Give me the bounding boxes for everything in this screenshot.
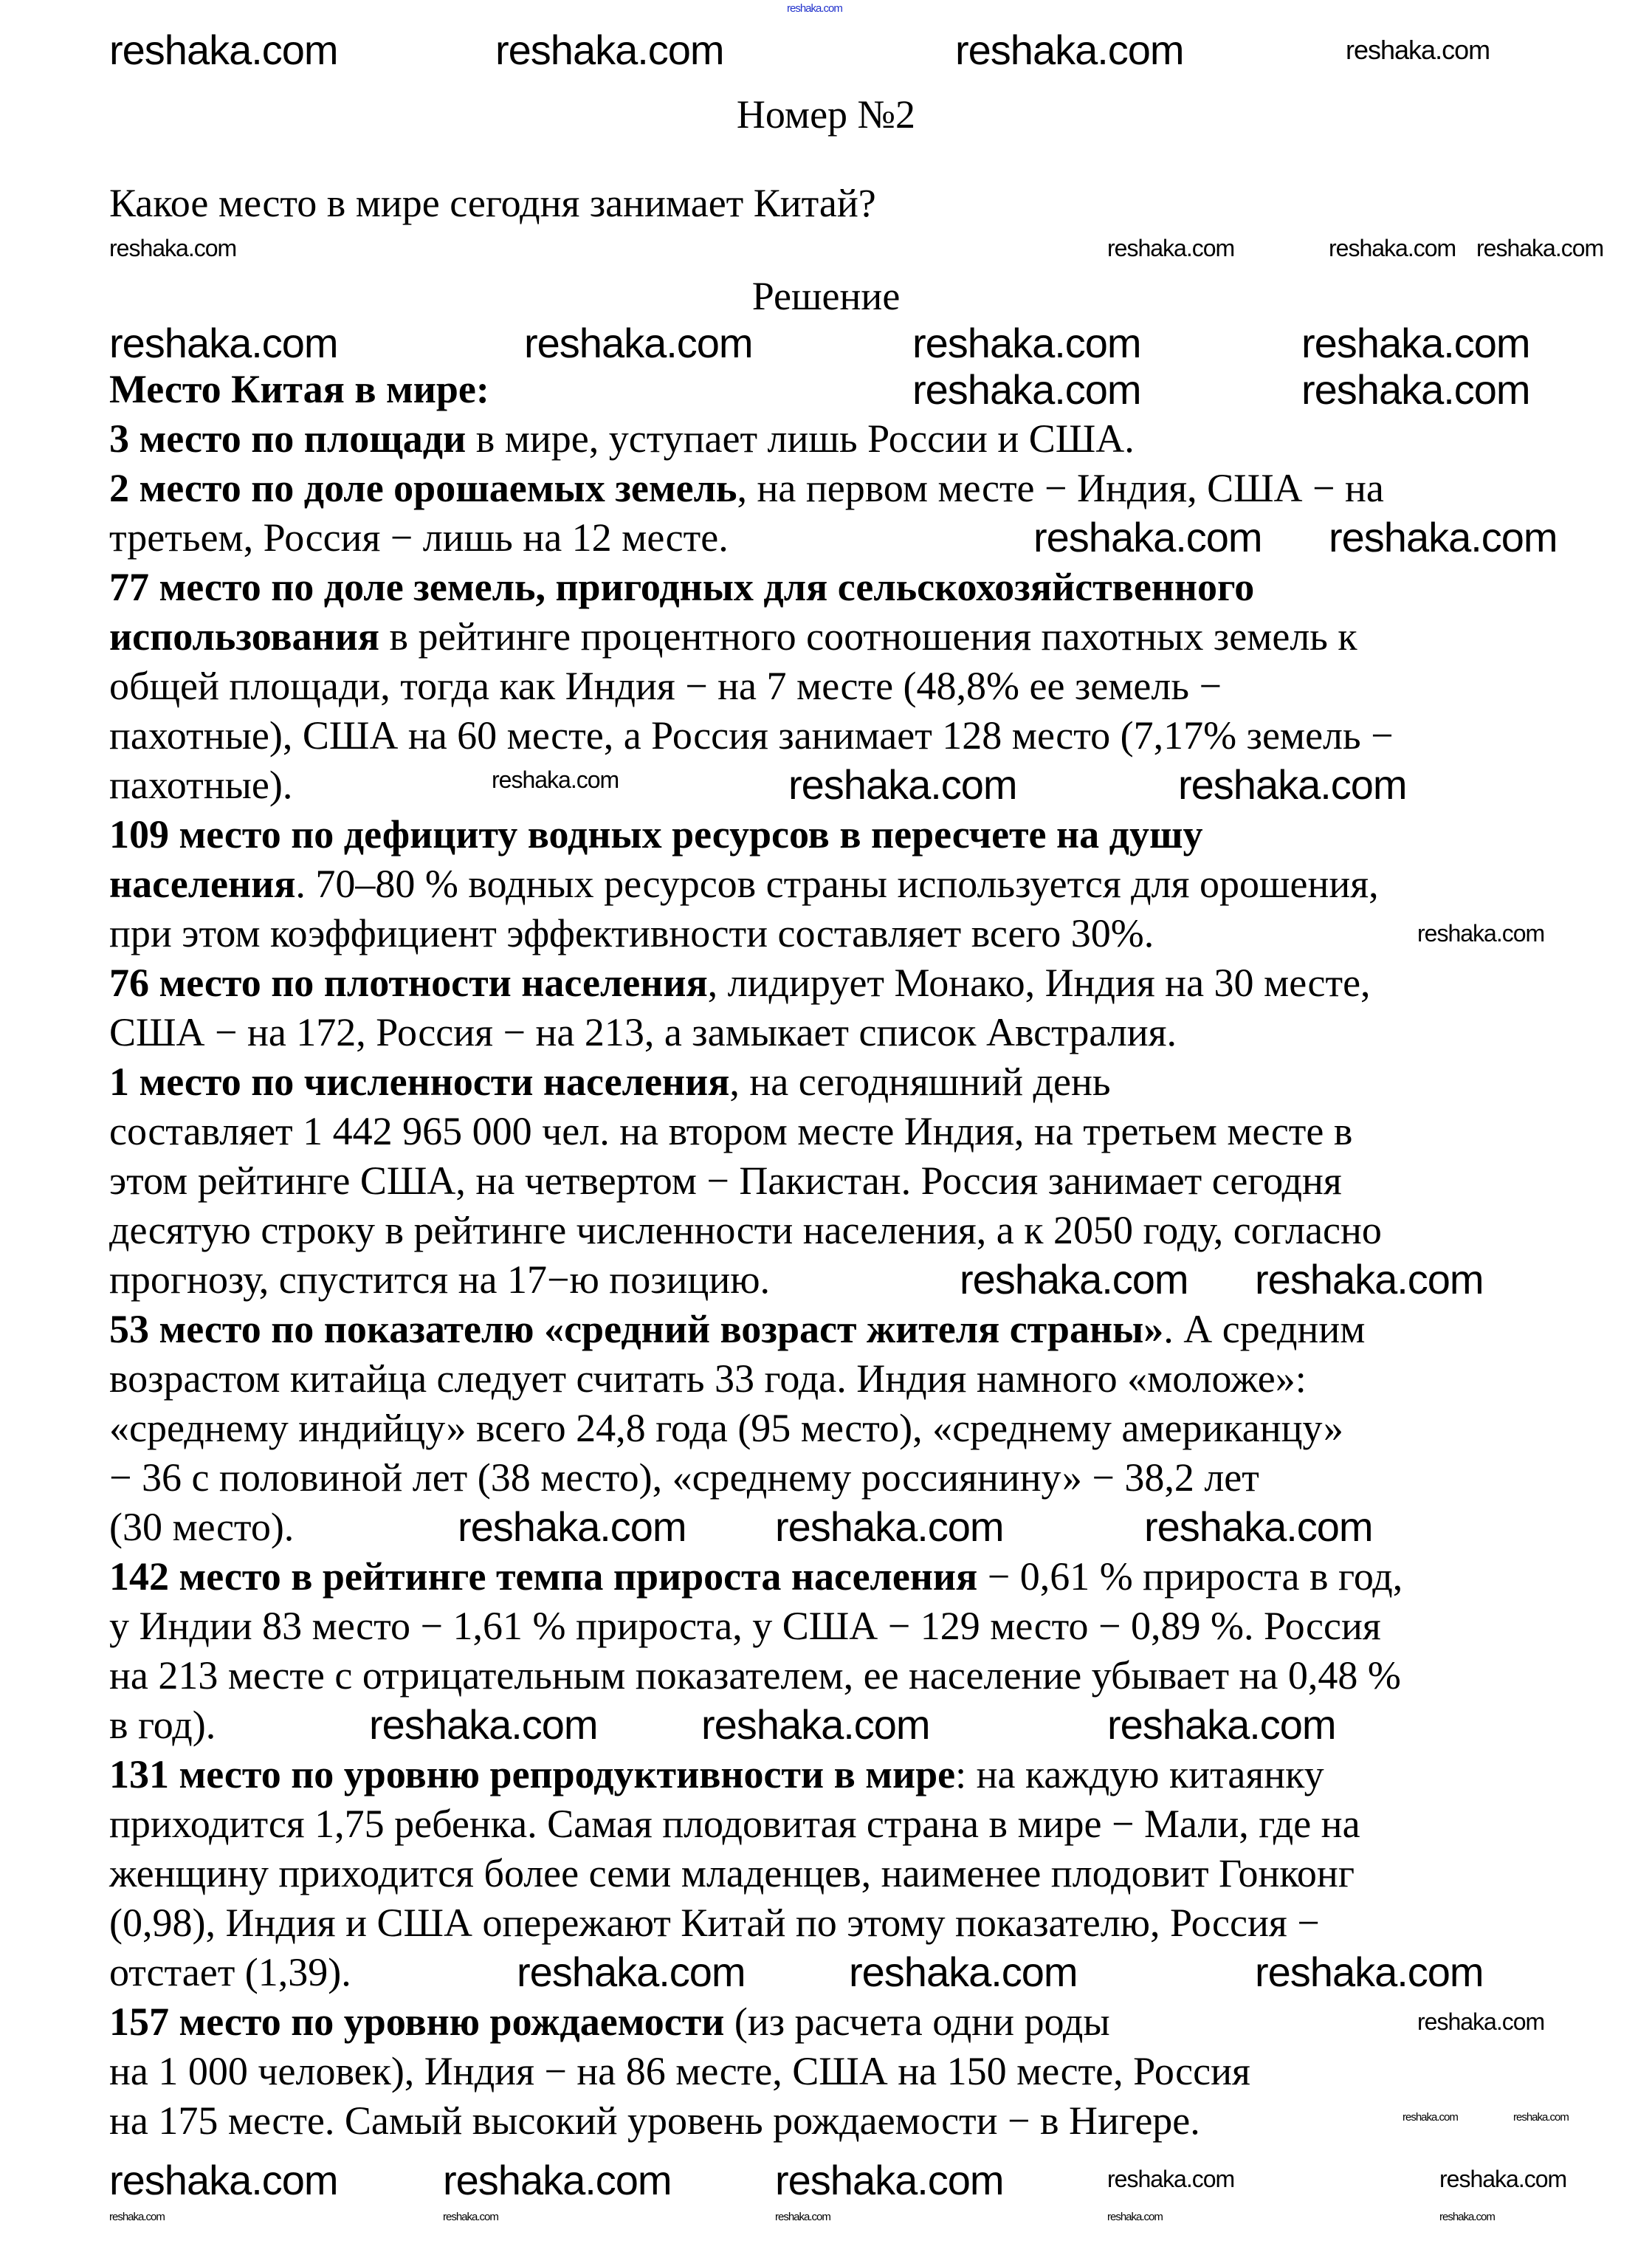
watermark: reshaka.com: [109, 2157, 338, 2203]
line-text: возрастом китайца следует считать 33 года. Индия намного «моложе»:: [109, 1356, 1307, 1401]
text-line: [109, 1206, 1403, 1255]
text-line: [109, 464, 1403, 513]
line-text: . А средним: [1163, 1307, 1366, 1351]
watermark: reshaka.com: [787, 2, 842, 15]
text-line: [109, 1602, 1403, 1651]
watermark: reshaka.com: [1255, 1256, 1484, 1302]
watermark: reshaka.com: [1439, 2166, 1567, 2192]
bold-lead: 2 место по доле орошаемых земель: [109, 466, 737, 510]
watermark: reshaka.com: [1403, 2111, 1458, 2124]
text-line: [109, 711, 1403, 761]
watermark: reshaka.com: [1107, 2166, 1235, 2192]
text-line: [109, 1057, 1403, 1107]
watermark: reshaka.com: [1513, 2111, 1569, 2124]
line-text: составляет 1 442 965 000 чел. на втором месте Индия, на третьем месте в: [109, 1109, 1353, 1153]
watermark: reshaka.com: [109, 2211, 165, 2223]
text-line: [109, 859, 1403, 909]
solution-heading: Решение: [751, 274, 901, 318]
text-line: [109, 1750, 1403, 1799]
line-text: . 70–80 % водных ресурсов страны используется для орошения,: [295, 862, 1379, 906]
watermark: reshaka.com: [517, 1949, 746, 1995]
watermark: reshaka.com: [369, 1701, 598, 1748]
text-line: [109, 365, 1403, 414]
text-line: [109, 2047, 1403, 2096]
watermark: reshaka.com: [1417, 920, 1545, 947]
line-text: «среднему индийцу» всего 24,8 года (95 место), «среднему американцу»: [109, 1406, 1343, 1450]
line-text: на 213 месте с отрицательным показателем, ее население убывает на 0,48 %: [109, 1653, 1401, 1698]
text-line: [109, 1354, 1403, 1404]
watermark: reshaka.com: [1439, 2211, 1495, 2223]
text-line: [109, 662, 1403, 711]
line-text: : на каждую китаянку: [955, 1752, 1324, 1796]
line-text: в мире, уступает лишь России и США.: [466, 416, 1135, 461]
text-line: [109, 810, 1403, 859]
bold-lead: Место Китая в мире:: [109, 367, 489, 411]
watermark: reshaka.com: [1417, 2008, 1545, 2035]
watermark: reshaka.com: [1107, 235, 1235, 261]
watermark: reshaka.com: [109, 27, 338, 73]
text-line: [109, 909, 1403, 958]
text-line: [109, 1255, 1403, 1305]
line-text: (30 место).: [109, 1505, 295, 1549]
text-line: [109, 1849, 1403, 1898]
line-text: , на сегодняшний день: [729, 1060, 1111, 1104]
watermark: reshaka.com: [109, 320, 338, 366]
text-line: [109, 1008, 1403, 1057]
text-line: [109, 1305, 1403, 1354]
solution-body: [109, 365, 1403, 2146]
line-text: приходится 1,75 ребенка. Самая плодовитая страна в мире − Мали, где на: [109, 1802, 1360, 1846]
watermark: reshaka.com: [912, 366, 1141, 413]
watermark: reshaka.com: [1301, 366, 1530, 413]
watermark: reshaka.com: [701, 1701, 930, 1748]
watermark: reshaka.com: [1301, 320, 1530, 366]
text-line: [109, 1651, 1403, 1700]
watermark: reshaka.com: [524, 320, 753, 366]
watermark: reshaka.com: [1144, 1503, 1373, 1550]
line-text: десятую строку в рейтинге численности населения, а к 2050 году, согласно: [109, 1208, 1382, 1252]
watermark: reshaka.com: [1033, 514, 1262, 560]
bold-lead: 76 место по плотности населения: [109, 961, 708, 1005]
bold-lead: населения: [109, 862, 296, 906]
line-text: пахотные).: [109, 763, 293, 807]
watermark: reshaka.com: [458, 1503, 686, 1550]
watermark: reshaka.com: [1107, 1701, 1336, 1748]
watermark: reshaka.com: [955, 27, 1184, 73]
text-line: [109, 1404, 1403, 1453]
line-text: в год).: [109, 1703, 216, 1747]
text-line: [109, 1156, 1403, 1206]
text-line: [109, 1948, 1403, 1997]
watermark: reshaka.com: [492, 766, 619, 793]
bold-lead: 131 место по уровню репродуктивности в мире: [109, 1752, 956, 1796]
watermark: reshaka.com: [443, 2157, 672, 2203]
watermark: reshaka.com: [775, 2157, 1004, 2203]
line-text: − 0,61 % прироста в год,: [977, 1554, 1403, 1599]
line-text: − 36 с половиной лет (38 место), «среднему россиянину» − 38,2 лет: [109, 1455, 1259, 1500]
line-text: у Индии 83 место − 1,61 % прироста, у США − 129 место − 0,89 %. Россия: [109, 1604, 1381, 1648]
text-line: [109, 1997, 1403, 2047]
watermark: reshaka.com: [495, 27, 724, 73]
line-text: третьем, Россия − лишь на 12 месте.: [109, 515, 729, 560]
bold-lead: 142 место в рейтинге темпа прироста населения: [109, 1554, 978, 1599]
line-text: США − на 172, Россия − на 213, а замыкает список Австралия.: [109, 1010, 1177, 1054]
text-line: [109, 1107, 1403, 1156]
bold-lead: 1 место по численности населения: [109, 1060, 730, 1104]
watermark: reshaka.com: [788, 761, 1017, 808]
text-line: [109, 958, 1403, 1008]
text-line: [109, 1453, 1403, 1503]
watermark: reshaka.com: [1329, 514, 1558, 560]
text-line: [109, 563, 1403, 612]
line-text: общей площади, тогда как Индия − на 7 месте (48,8% ее земель −: [109, 664, 1222, 708]
line-text: прогнозу, спустится на 17−ю позицию.: [109, 1257, 771, 1302]
line-text: женщину приходится более семи младенцев, наименее плодовит Гонконг: [109, 1851, 1355, 1895]
line-text: пахотные), США на 60 месте, а Россия занимает 128 место (7,17% земель −: [109, 713, 1394, 758]
bold-lead: 3 место по площади: [109, 416, 467, 461]
watermark: reshaka.com: [109, 235, 237, 261]
page-title: Номер №2: [736, 92, 916, 137]
bold-lead: 77 место по доле земель, пригодных для сельскохозяйственного: [109, 565, 1255, 609]
text-line: [109, 2096, 1403, 2146]
watermark: reshaka.com: [775, 1503, 1004, 1550]
line-text: этом рейтинге США, на четвертом − Пакистан. Россия занимает сегодня: [109, 1159, 1342, 1203]
bold-lead: 157 место по уровню рождаемости: [109, 2000, 725, 2044]
bold-lead: 109 место по дефициту водных ресурсов в пересчете на душу: [109, 812, 1203, 857]
line-text: при этом коэффициент эффективности составляет всего 30%.: [109, 911, 1154, 955]
line-text: в рейтинге процентного соотношения пахотных земель к: [379, 614, 1357, 659]
text-line: [109, 1552, 1403, 1602]
question-text: Какое место в мире сегодня занимает Китай?: [109, 181, 876, 225]
watermark: reshaka.com: [960, 1256, 1188, 1302]
watermark: reshaka.com: [1346, 35, 1490, 65]
watermark: reshaka.com: [912, 320, 1141, 366]
text-line: [109, 1898, 1403, 1948]
text-line: [109, 612, 1403, 662]
watermark: reshaka.com: [1178, 761, 1407, 808]
line-text: на 1 000 человек), Индия − на 86 месте, США на 150 месте, Россия: [109, 2049, 1250, 2093]
watermark: reshaka.com: [775, 2211, 830, 2223]
watermark: reshaka.com: [1329, 235, 1456, 261]
line-text: (из расчета одни роды: [724, 2000, 1110, 2044]
line-text: , на первом месте − Индия, США − на: [737, 466, 1384, 510]
text-line: [109, 1799, 1403, 1849]
watermark: reshaka.com: [849, 1949, 1078, 1995]
watermark: reshaka.com: [443, 2211, 498, 2223]
line-text: (0,98), Индия и США опережают Китай по этому показателю, Россия −: [109, 1901, 1320, 1945]
text-line: [109, 414, 1403, 464]
watermark: reshaka.com: [1476, 235, 1604, 261]
bold-lead: 53 место по показателю «средний возраст жителя страны»: [109, 1307, 1164, 1351]
watermark: reshaka.com: [1255, 1949, 1484, 1995]
bold-lead: использования: [109, 614, 379, 659]
line-text: , лидирует Монако, Индия на 30 месте,: [707, 961, 1371, 1005]
line-text: на 175 месте. Самый высокий уровень рождаемости − в Нигере.: [109, 2098, 1200, 2143]
watermark: reshaka.com: [1107, 2211, 1163, 2223]
line-text: отстает (1,39).: [109, 1950, 351, 1994]
